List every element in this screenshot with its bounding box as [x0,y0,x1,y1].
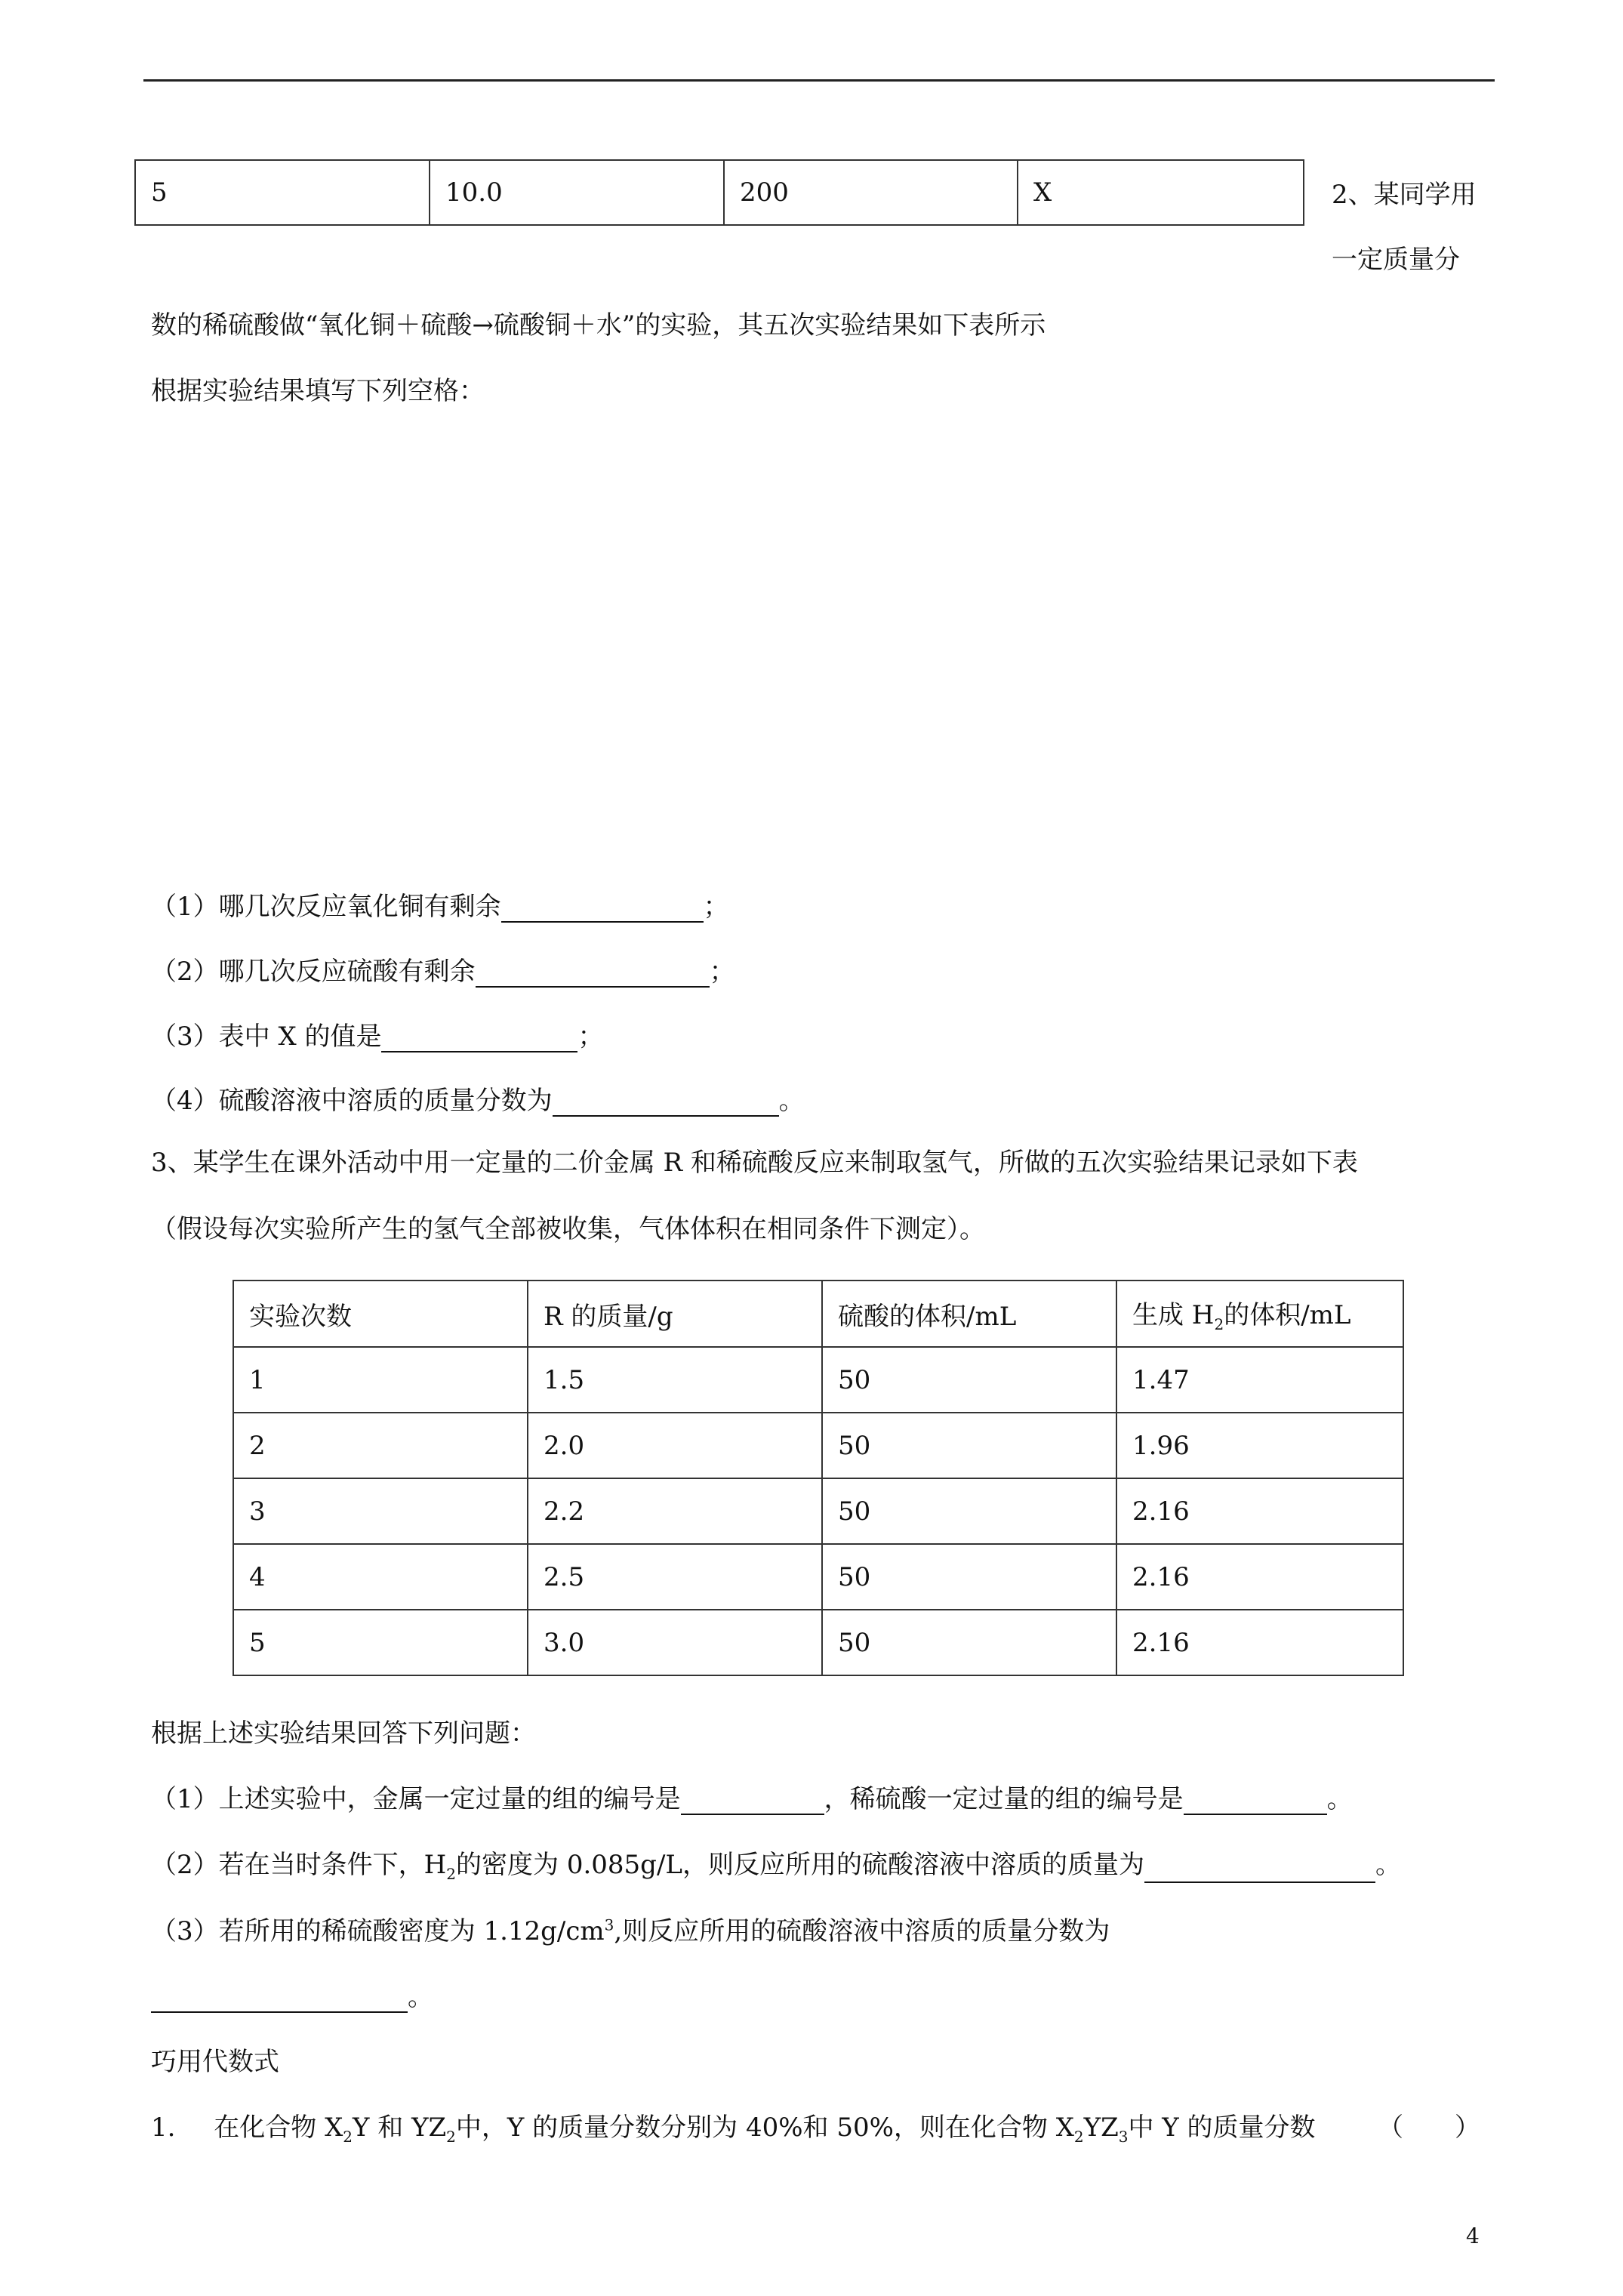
table-cell: 50 [822,1610,1116,1675]
table-row [233,1478,1403,1544]
table-cell: 3.0 [528,1610,822,1675]
table-header: R 的质量/g [528,1281,822,1347]
punct: ； [577,1022,604,1052]
header-rule [143,79,1495,82]
page-number: 4 [1466,2224,1480,2248]
table-cell: 4 [233,1544,528,1610]
answer-blank[interactable] [553,1089,779,1117]
subscript: 2 [446,1864,457,1883]
table-cell: 1 [233,1347,528,1413]
punct: ； [709,957,735,987]
table-cell: 2.5 [528,1544,822,1610]
question-2-text: 数的稀硫酸做“氧化铜＋硫酸→硫酸铜＋水”的实验，其五次实验结果如下表所示 [151,310,1046,341]
table-cell: 200 [724,160,1018,225]
q3-q1-text: （1）上述实验中，金属一定过量的组的编号是 [151,1784,681,1814]
table-cell: 5 [135,160,430,225]
q2-item-3 [151,1015,603,1052]
table-row [233,1544,1403,1610]
answer-blank[interactable] [501,895,704,923]
table-cell: 2 [233,1413,528,1478]
answer-blank[interactable] [1144,1856,1375,1883]
q3-q1-text: ，稀硫酸一定过量的组的编号是 [824,1784,1184,1814]
q2-item-1 [151,886,729,923]
superscript: 3 [604,1915,614,1934]
q3-q3-text: ,则反应所用的硫酸溶液中溶质的质量分数为 [614,1916,1110,1946]
punct: 。 [778,1086,805,1116]
q3-q2-text: （2）若在当时条件下，H [151,1850,447,1880]
table-cell: 2.16 [1116,1610,1403,1675]
problem-text: 中 Y 的质量分数 [1128,2113,1316,2143]
q3-answer-intro: 根据上述实验结果回答下列问题： [151,1718,536,1749]
question-2-label: 2、某同学用 [1332,180,1477,210]
subscript: 3 [1118,2127,1129,2146]
question-3-note: （假设每次实验所产生的氢气全部被收集，气体体积在相同条件下测定）。 [151,1214,985,1244]
problem-text: Y 和 YZ [353,2113,447,2143]
table-cell: X [1018,160,1304,225]
question-2-instruction: 根据实验结果填写下列空格： [151,376,485,406]
q2-item-1-label: （1）哪几次反应氧化铜有剩余 [151,892,501,922]
table-header-row [233,1281,1403,1347]
table-cell: 2.0 [528,1413,822,1478]
subscript: 2 [1214,1314,1224,1333]
table-continuation [134,159,1304,226]
table-row [233,1413,1403,1478]
answer-blank[interactable] [381,1025,577,1052]
problem-text: 中，Y 的质量分数分别为 40%和 50%，则在化合物 X [455,2113,1074,2143]
q3-q3-text: （3）若所用的稀硫酸密度为 1.12g/cm [151,1916,605,1946]
table-row [233,1347,1403,1413]
table-cell: 1.47 [1116,1347,1403,1413]
table-header: 硫酸的体积/mL [822,1281,1116,1347]
q3-question-3-answer [151,1976,433,2013]
table-cell: 50 [822,1413,1116,1478]
q2-item-3-label: （3）表中 X 的值是 [151,1022,382,1052]
q3-q2-text: 的密度为 0.085g/L，则反应所用的硫酸溶液中溶质的质量为 [456,1850,1144,1880]
answer-blank[interactable] [151,1986,408,2013]
problem-number: 1. [151,2113,176,2143]
question-3-text: 3、某学生在课外活动中用一定量的二价金属 R 和稀硫酸反应来制取氢气，所做的五次实验结果记录如下表 [151,1148,1358,1178]
experiment-table [233,1280,1404,1676]
table-cell: 10.0 [430,160,724,225]
table-cell: 1.5 [528,1347,822,1413]
answer-blank[interactable] [1184,1788,1327,1815]
q2-item-4-label: （4）硫酸溶液中溶质的质量分数为 [151,1086,553,1116]
table-cell: 50 [822,1347,1116,1413]
answer-blank[interactable] [476,960,710,988]
question-2-label-cont: 一定质量分 [1332,245,1460,275]
punct: 。 [408,1982,433,2012]
table-cell: 5 [233,1610,528,1675]
table-cell: 3 [233,1478,528,1544]
table-header [1116,1281,1403,1347]
table-row [233,1610,1403,1675]
punct: ； [703,892,729,922]
table-cell: 2.2 [528,1478,822,1544]
problem-text: YZ [1083,2113,1119,2143]
q2-item-4 [151,1080,805,1117]
table-cell: 2.16 [1116,1478,1403,1544]
q2-item-2-label: （2）哪几次反应硫酸有剩余 [151,957,476,987]
q3-question-2 [151,1844,1401,1883]
subscript: 2 [1073,2127,1084,2146]
subscript: 2 [343,2127,353,2146]
q3-question-1 [151,1778,1353,1815]
subscript: 2 [446,2127,456,2146]
header-text: 的体积/mL [1224,1300,1351,1331]
problem-text: 在化合物 X [214,2113,343,2143]
table-header: 实验次数 [233,1281,528,1347]
answer-blank[interactable] [681,1788,824,1815]
punct: 。 [1375,1850,1401,1880]
problem-1 [151,2106,1316,2146]
punct: 。 [1326,1784,1353,1814]
table-cell: 50 [822,1544,1116,1610]
q3-question-3 [151,1910,1110,1947]
table-cell: 50 [822,1478,1116,1544]
header-text: 生成 H [1132,1300,1215,1331]
section-title: 巧用代数式 [151,2047,279,2077]
table-cell: 1.96 [1116,1413,1403,1478]
table-cell: 2.16 [1116,1544,1403,1610]
answer-parentheses[interactable]: （ ） [1378,2113,1480,2143]
table-row [135,160,1304,225]
q2-item-2 [151,951,735,988]
